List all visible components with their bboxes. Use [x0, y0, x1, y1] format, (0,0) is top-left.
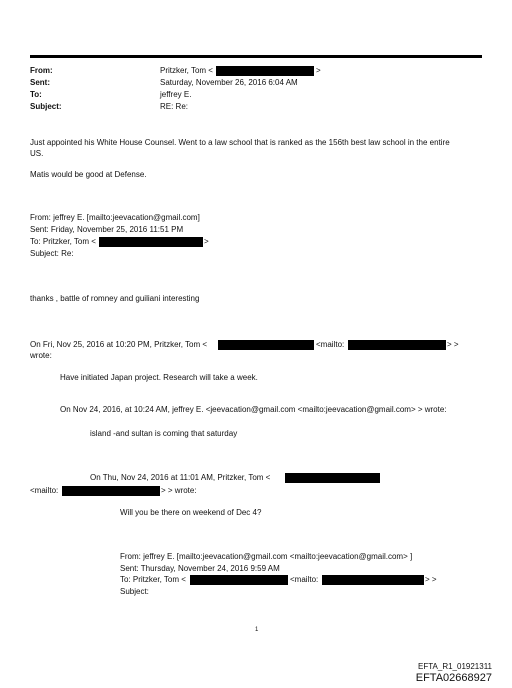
body-line-2: US. — [30, 149, 44, 158]
quote1-from: From: jeffrey E. [mailto:jeevacation@gmail.com] — [30, 213, 200, 222]
page-number: 1 — [255, 627, 259, 633]
redaction-block — [348, 340, 446, 350]
quote4-body: Will you be there on weekend of Dec 4? — [120, 508, 262, 517]
quote1-sent: Sent: Friday, November 25, 2016 11:51 PM — [30, 225, 184, 234]
quote2-wrote: wrote: — [30, 351, 52, 360]
subject-label: Subject: — [30, 102, 62, 111]
quote1-body: thanks , battle of romney and guiliani interesting — [30, 294, 200, 303]
header-rule — [30, 55, 482, 58]
quote1-to-close: > — [204, 237, 209, 246]
quote4-intro: On Thu, Nov 24, 2016 at 11:01 AM, Pritzker, Tom < — [90, 473, 271, 482]
quote1-to: To: Pritzker, Tom < — [30, 237, 96, 246]
from-close: > — [316, 66, 321, 75]
redaction-block — [62, 486, 160, 496]
quote5-from: From: jeffrey E. [mailto:jeevacation@gmail.com <mailto:jeevacation@gmail.com> ] — [120, 552, 413, 561]
redaction-block — [218, 340, 314, 350]
quote5-to: To: Pritzker, Tom < — [120, 575, 186, 584]
bates-number-small: EFTA_R1_01921311 — [418, 662, 492, 671]
quote3-body: island -and sultan is coming that saturday — [90, 429, 238, 438]
redaction-block — [322, 575, 424, 585]
quote2-body: Have initiated Japan project. Research will take a week. — [60, 373, 258, 382]
redaction-block — [190, 575, 288, 585]
subject-value: RE: Re: — [160, 102, 189, 111]
quote5-subject: Subject: — [120, 587, 149, 596]
from-value: Pritzker, Tom < — [160, 66, 213, 75]
redaction-block — [99, 237, 203, 247]
sent-label: Sent: — [30, 78, 50, 87]
to-value: jeffrey E. — [160, 90, 192, 99]
quote5-close: > > — [425, 575, 437, 584]
quote4-mailto: <mailto: — [30, 486, 59, 495]
quote2-close: > > — [447, 340, 459, 349]
bates-number-large: EFTA02668927 — [415, 672, 492, 684]
quote5-mailto: <mailto: — [290, 575, 319, 584]
quote2-intro: On Fri, Nov 25, 2016 at 10:20 PM, Pritzker, Tom < — [30, 340, 208, 349]
quote1-subject: Subject: Re: — [30, 249, 74, 258]
from-label: From: — [30, 66, 53, 75]
quote3-intro: On Nov 24, 2016, at 10:24 AM, jeffrey E. <jeevacation@gmail.com <mailto:jeevacation@gmail.com> > wrote: — [60, 405, 447, 414]
sent-value: Saturday, November 26, 2016 6:04 AM — [160, 78, 298, 87]
quote2-mailto: <mailto: — [316, 340, 345, 349]
to-label: To: — [30, 90, 42, 99]
quote4-close: > > wrote: — [161, 486, 197, 495]
body-line-3: Matis would be good at Defense. — [30, 170, 147, 179]
redaction-block — [285, 473, 380, 483]
quote5-sent: Sent: Thursday, November 24, 2016 9:59 AM — [120, 564, 280, 573]
redaction-block — [216, 66, 314, 76]
body-line-1: Just appointed his White House Counsel. Went to a law school that is ranked as the 156th best law school in the entire — [30, 138, 450, 147]
